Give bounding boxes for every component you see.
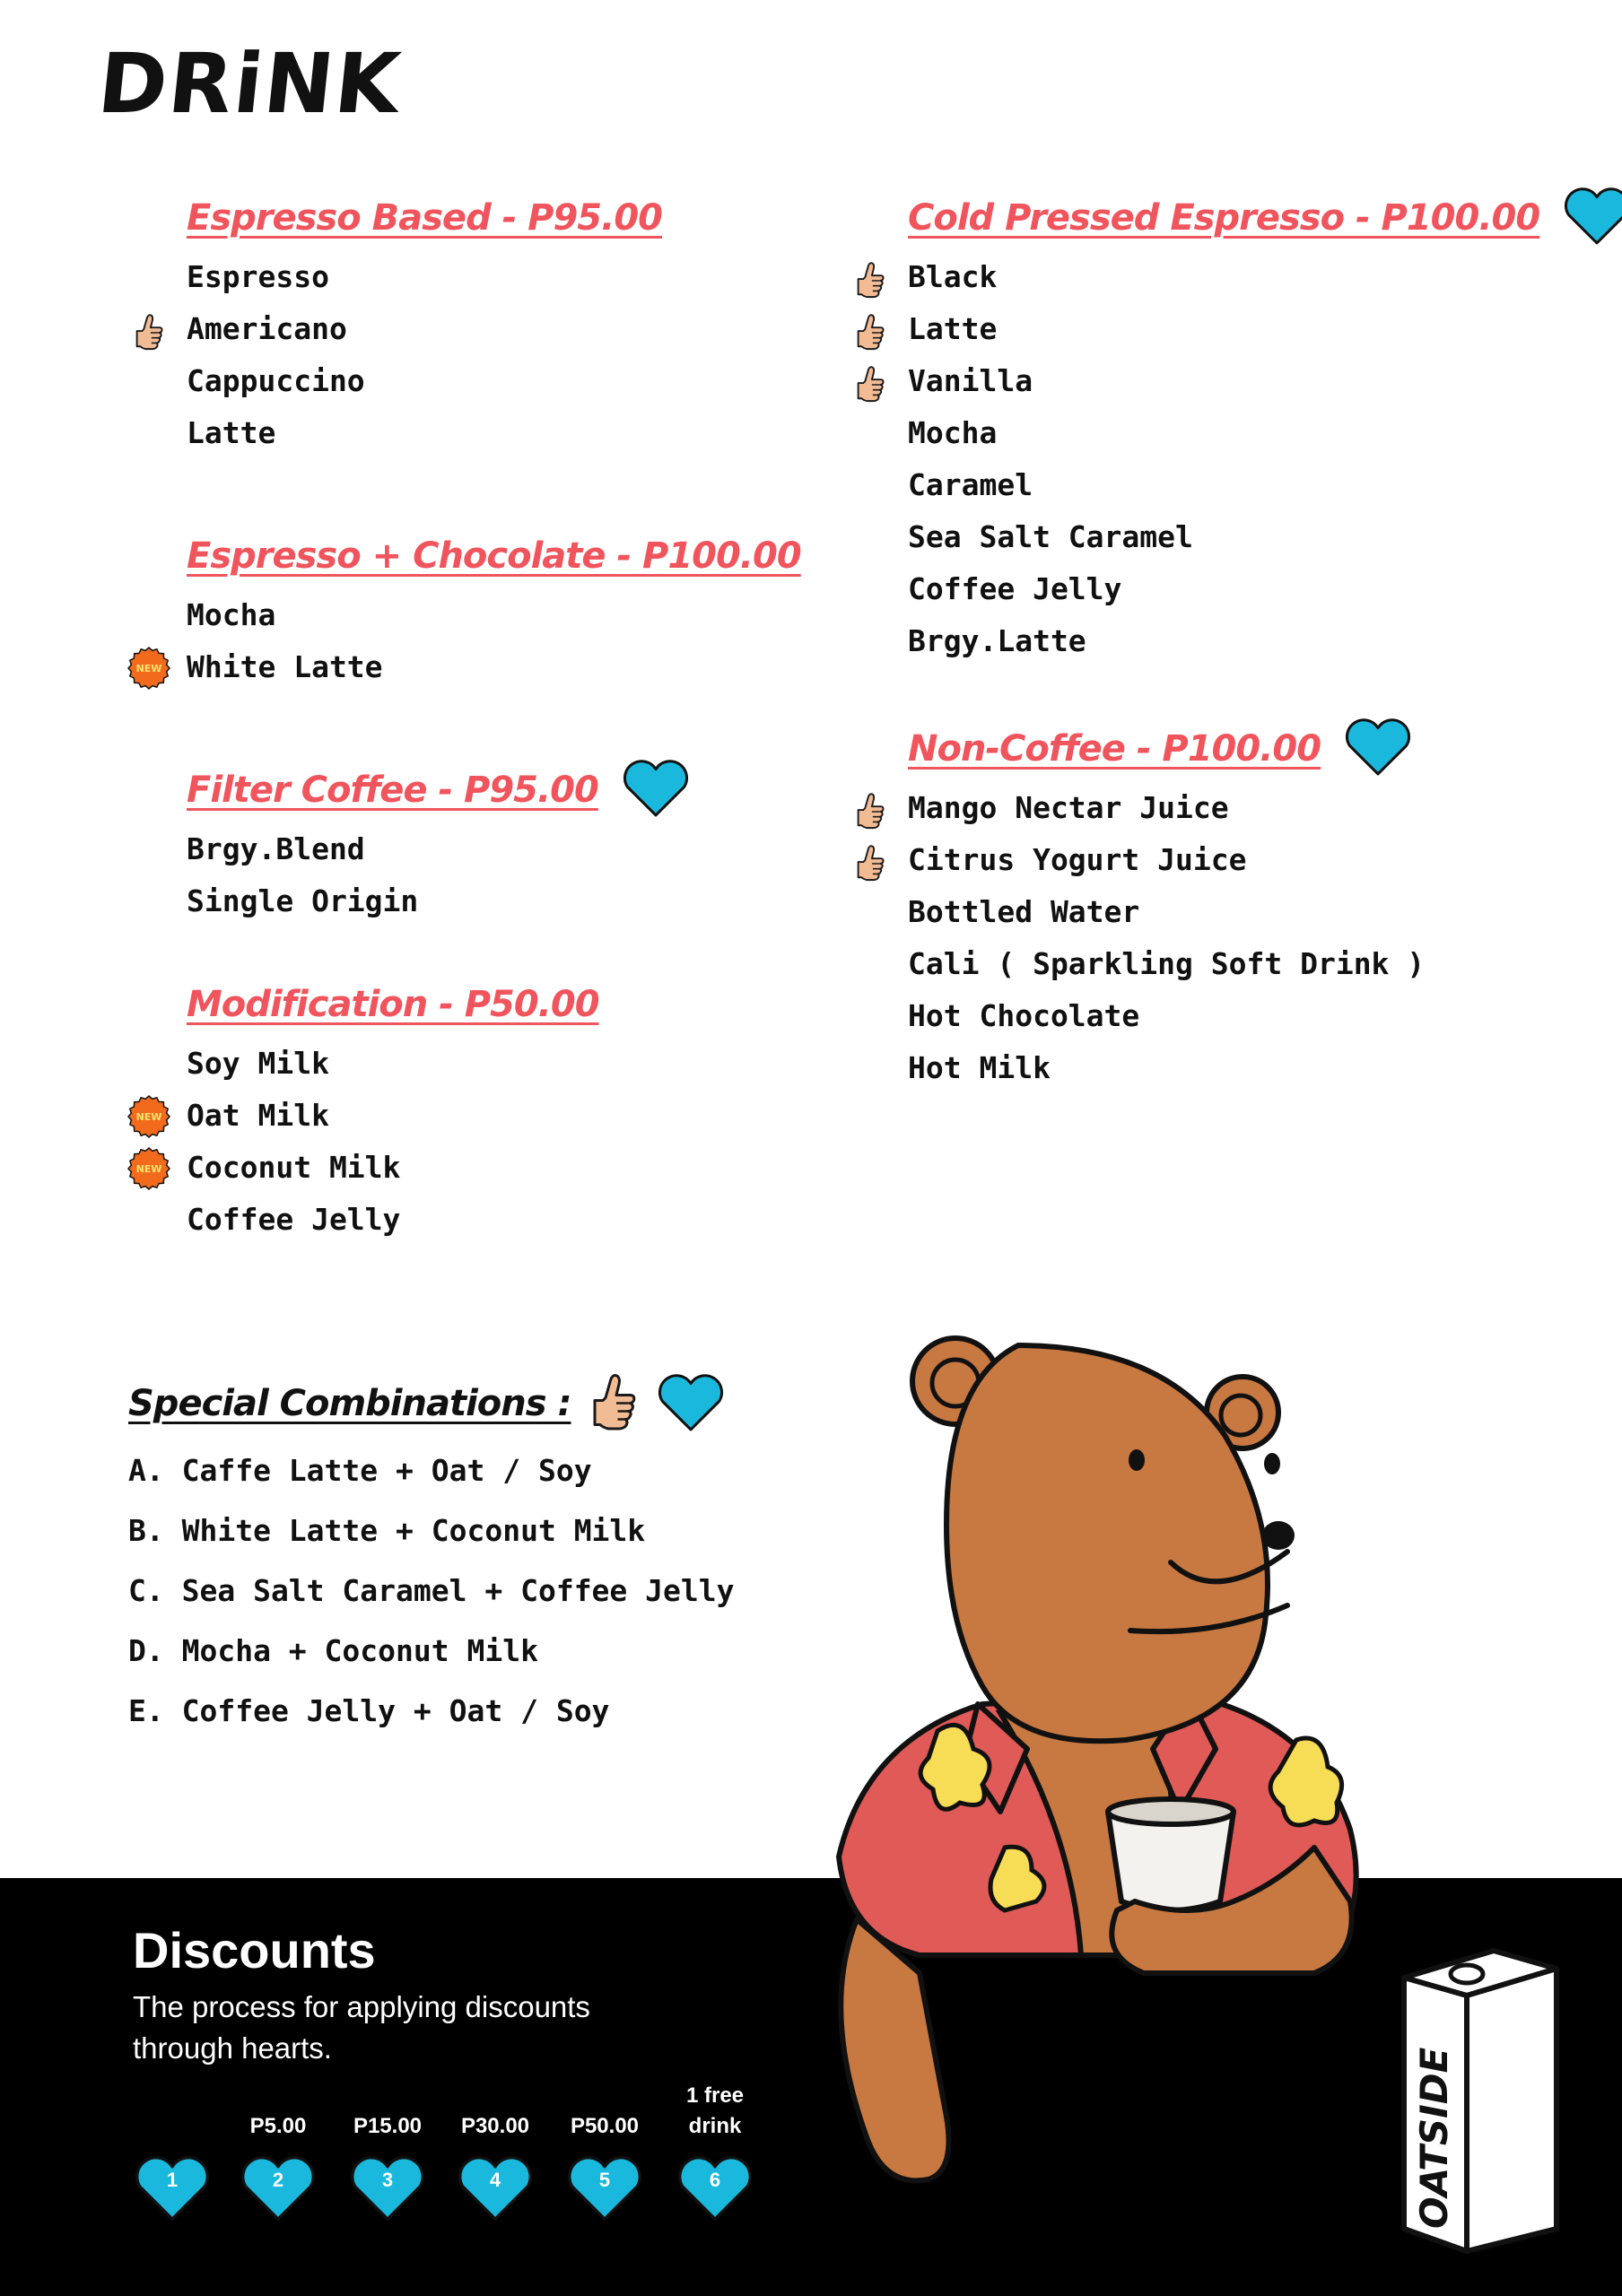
discount-tier-label: P50.00 [570,2114,640,2138]
menu-item [908,834,1425,886]
combination-item: E. Coffee Jelly + Oat / Soy [128,1693,610,1728]
menu-item [187,355,662,407]
menu-item [187,303,662,355]
menu-item [908,782,1425,834]
menu-item-name: Coconut Milk [187,1150,401,1185]
discount-tier [441,2081,549,2222]
menu-item [135,641,801,693]
menu-item [908,355,1622,407]
discount-tier [551,2081,658,2222]
menu-item-name: Cappuccino [187,363,365,398]
section-title: Modification - P50.00 [187,984,599,1025]
menu-item-name: Citrus Yogurt Juice [908,842,1247,877]
menu-item-name: Soy Milk [187,1046,329,1081]
menu-item-name: Mocha [187,597,276,632]
heart-count: 5 [598,2169,611,2191]
heart-count: 2 [272,2169,284,2191]
menu-section [135,973,599,1246]
discounts-title: Discounts [133,1922,376,1979]
menu-item-name: Mango Nectar Juice [908,790,1229,825]
menu-item-name: Latte [908,311,998,346]
menu-item [908,990,1425,1042]
menu-item [908,563,1622,615]
thumbs-up-icon [852,791,888,827]
menu-section [187,759,690,927]
menu-item-name: Single Origin [187,883,419,918]
discounts-description: The process for applying discounts through hearts. [133,1990,590,2065]
thumbs-up-icon [852,843,888,879]
menu-item-name: Coffee Jelly [187,1202,401,1237]
combination-item: D. Mocha + Coconut Milk [128,1633,538,1668]
carton-label: OATSIDE [1412,2047,1456,2229]
menu-item-name: Bottled Water [908,894,1140,929]
menu-item-name: Mocha [908,415,998,450]
menu-item [908,615,1622,667]
heart-icon [1344,716,1412,777]
menu-item [908,886,1425,938]
menu-item [135,1142,599,1194]
heart-count: 6 [709,2169,721,2191]
heart-icon [622,757,690,818]
discount-tier-label: P15.00 [353,2114,423,2138]
menu-item [187,589,801,641]
discount-tier [118,2081,226,2222]
menu-item-name: Hot Milk [908,1050,1051,1085]
new-badge-text: NEW [135,1111,162,1123]
bear-illustration [812,1327,1458,2296]
menu-item [908,511,1622,563]
thumbs-up-icon [852,364,888,400]
discount-tier [224,2081,332,2222]
menu-item-name: Brgy.Blend [187,831,365,866]
menu-item-name: Caramel [908,467,1033,502]
section-title: Espresso + Chocolate - P100.00 [187,535,801,577]
section-title: Espresso Based - P95.00 [187,197,662,239]
menu-section [135,525,801,693]
combination-item: C. Sea Salt Caramel + Coffee Jelly [128,1573,735,1608]
menu-item [908,1042,1425,1094]
thumbs-up-icon [852,312,888,348]
discount-tier-label [118,2081,226,2142]
heart-count: 3 [381,2169,394,2191]
menu-item-name: Oat Milk [187,1098,329,1133]
menu-item-name: Cali ( Sparkling Soft Drink ) [908,946,1426,981]
new-badge-icon [127,1095,163,1131]
menu-item-name: Coffee Jelly [908,571,1122,606]
thumbs-up-icon [852,260,888,296]
menu-item-name: Latte [187,415,276,450]
menu-section [187,187,662,459]
discount-tier-label: P30.00 [460,2114,530,2138]
special-combinations [128,1372,735,1741]
heart-icon [1563,185,1622,246]
menu-item [908,407,1622,459]
heart-count: 4 [489,2169,501,2191]
menu-item [908,459,1622,511]
menu-section [908,718,1425,1094]
menu-item-name: Vanilla [908,363,1033,398]
menu-item [187,251,662,303]
menu-item [908,251,1622,303]
discount-tier-label: 1 free drink [685,2083,745,2138]
menu-item-name: Hot Chocolate [908,998,1140,1033]
special-combinations-title: Special Combinations : [128,1383,571,1424]
menu-item-name: Americano [187,311,347,346]
heart-icon [657,1371,725,1436]
menu-item-name: Espresso [187,259,329,294]
menu-item [187,875,690,927]
thumbs-up-icon [587,1370,641,1437]
menu-item-name: Brgy.Latte [908,623,1086,658]
new-badge-icon [127,1147,163,1183]
oatside-carton-illustration [1386,1942,1565,2260]
section-title: Filter Coffee - P95.00 [187,770,598,811]
section-title: Cold Pressed Espresso - P100.00 [908,197,1540,239]
menu-item [908,938,1425,990]
menu-item [908,303,1622,355]
new-badge-icon [127,647,163,683]
combination-item: A. Caffe Latte + Oat / Soy [128,1453,592,1488]
new-badge-text: NEW [135,1163,162,1175]
menu-item-name: Sea Salt Caramel [908,519,1193,554]
menu-item [187,823,690,875]
discount-tier-label: P5.00 [249,2114,307,2138]
menu-item-name: White Latte [187,649,383,684]
heart-count: 1 [166,2169,179,2191]
thumbs-up-icon [131,312,167,348]
section-title: Non-Coffee - P100.00 [908,728,1321,770]
menu-item [135,1090,599,1142]
discount-tier [661,2081,769,2222]
combination-item: B. White Latte + Coconut Milk [128,1513,646,1548]
menu-item-name: Black [908,259,998,294]
menu-item [187,1038,599,1090]
menu-item [187,407,662,459]
menu-item [187,1194,599,1246]
new-badge-text: NEW [135,663,162,674]
menu-section [908,187,1622,667]
page-title: DRiNK [93,36,406,132]
discount-tier [334,2081,441,2222]
